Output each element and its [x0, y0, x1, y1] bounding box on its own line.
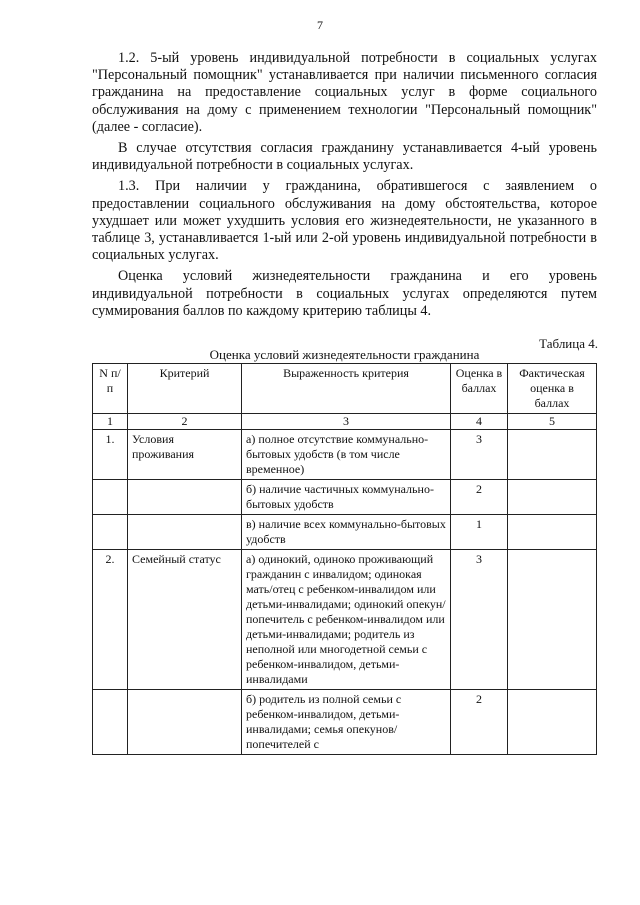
row-number — [93, 480, 128, 515]
column-number: 4 — [451, 414, 508, 430]
table-header-row — [93, 364, 597, 414]
row-criterion: Семейный статус — [128, 550, 242, 690]
row-criterion — [128, 690, 242, 755]
row-number — [93, 515, 128, 550]
column-number: 5 — [508, 414, 597, 430]
column-number: 3 — [242, 414, 451, 430]
row-actual-score — [508, 550, 597, 690]
row-criterion: Условия проживания — [128, 430, 242, 480]
row-number: 2. — [93, 550, 128, 690]
row-actual-score — [508, 430, 597, 480]
header-score: Оценка в баллах — [451, 364, 508, 414]
header-number: N п/п — [93, 364, 128, 414]
row-criterion — [128, 480, 242, 515]
column-number: 2 — [128, 414, 242, 430]
row-number: 1. — [93, 430, 128, 480]
page-number: 7 — [317, 18, 323, 32]
row-actual-score — [508, 690, 597, 755]
row-expression: б) наличие частичных коммунально-бытовых удобств — [242, 480, 451, 515]
table-row — [93, 430, 597, 480]
header-criterion: Критерий — [128, 364, 242, 414]
column-number: 1 — [93, 414, 128, 430]
assessment-table — [92, 363, 597, 755]
table-row — [93, 690, 597, 755]
table-row — [93, 550, 597, 690]
paragraph-consent-absent: В случае отсутствия согласия гражданину устанавливается 4-ый уровень индивидуальной потребности в социальных услугах. — [92, 140, 597, 174]
row-number — [93, 690, 128, 755]
row-expression: б) родитель из полной семьи с ребенком-инвалидом, детьми-инвалидами; семья опекунов/попечителей с — [242, 690, 451, 755]
row-expression: в) наличие всех коммунально-бытовых удобств — [242, 515, 451, 550]
row-score: 2 — [451, 690, 508, 755]
paragraph-assessment: Оценка условий жизнедеятельности гражданина и его уровень индивидуальной потребности в социальных услугах определяются путем суммирования баллов по каждому критерию таблицы 4. — [92, 268, 597, 319]
table-caption: Таблица 4. — [539, 336, 598, 351]
paragraph-1-3: 1.3. При наличии у гражданина, обратившегося с заявлением о предоставлении социального обслуживания на дому обстоятельства, которое ухудшает или может ухудшить условия его жизнедеятельности, не указанного в таблице 3, устанавливается 1-ый или 2-ой уровень индивидуальной потребности в социальных услугах. — [92, 178, 597, 264]
row-score: 2 — [451, 480, 508, 515]
row-criterion — [128, 515, 242, 550]
column-number-row — [93, 414, 597, 430]
header-expression: Выраженность критерия — [242, 364, 451, 414]
table-row — [93, 515, 597, 550]
row-actual-score — [508, 515, 597, 550]
header-actual-score: Фактическая оценка в баллах — [508, 364, 597, 414]
row-actual-score — [508, 480, 597, 515]
table-row — [93, 480, 597, 515]
paragraph-1-2: 1.2. 5-ый уровень индивидуальной потребности в социальных услугах "Персональный помощник" устанавливается при наличии письменного согласия гражданина на предоставление социальных услуг в форме социального обслуживания на дому с применением технологии "Персональный помощник" (далее - согласие). — [92, 50, 597, 135]
table-title: Оценка условий жизнедеятельности гражданина — [209, 347, 480, 362]
row-score: 3 — [451, 430, 508, 480]
body-text — [92, 50, 597, 324]
row-expression: а) полное отсутствие коммунально-бытовых удобств (в том числе временное) — [242, 430, 451, 480]
row-expression: а) одинокий, одиноко проживающий гражданин с инвалидом; одинокая мать/отец с ребенком-инвалидом или детьми-инвалидами; одинокий опекун/попечитель с ребенком-инвалидом или детьми-инвалидами; родитель из неполной или многодетной семьи с ребенком-инвалидом, детьми-инвалидами — [242, 550, 451, 690]
row-score: 3 — [451, 550, 508, 690]
row-score: 1 — [451, 515, 508, 550]
